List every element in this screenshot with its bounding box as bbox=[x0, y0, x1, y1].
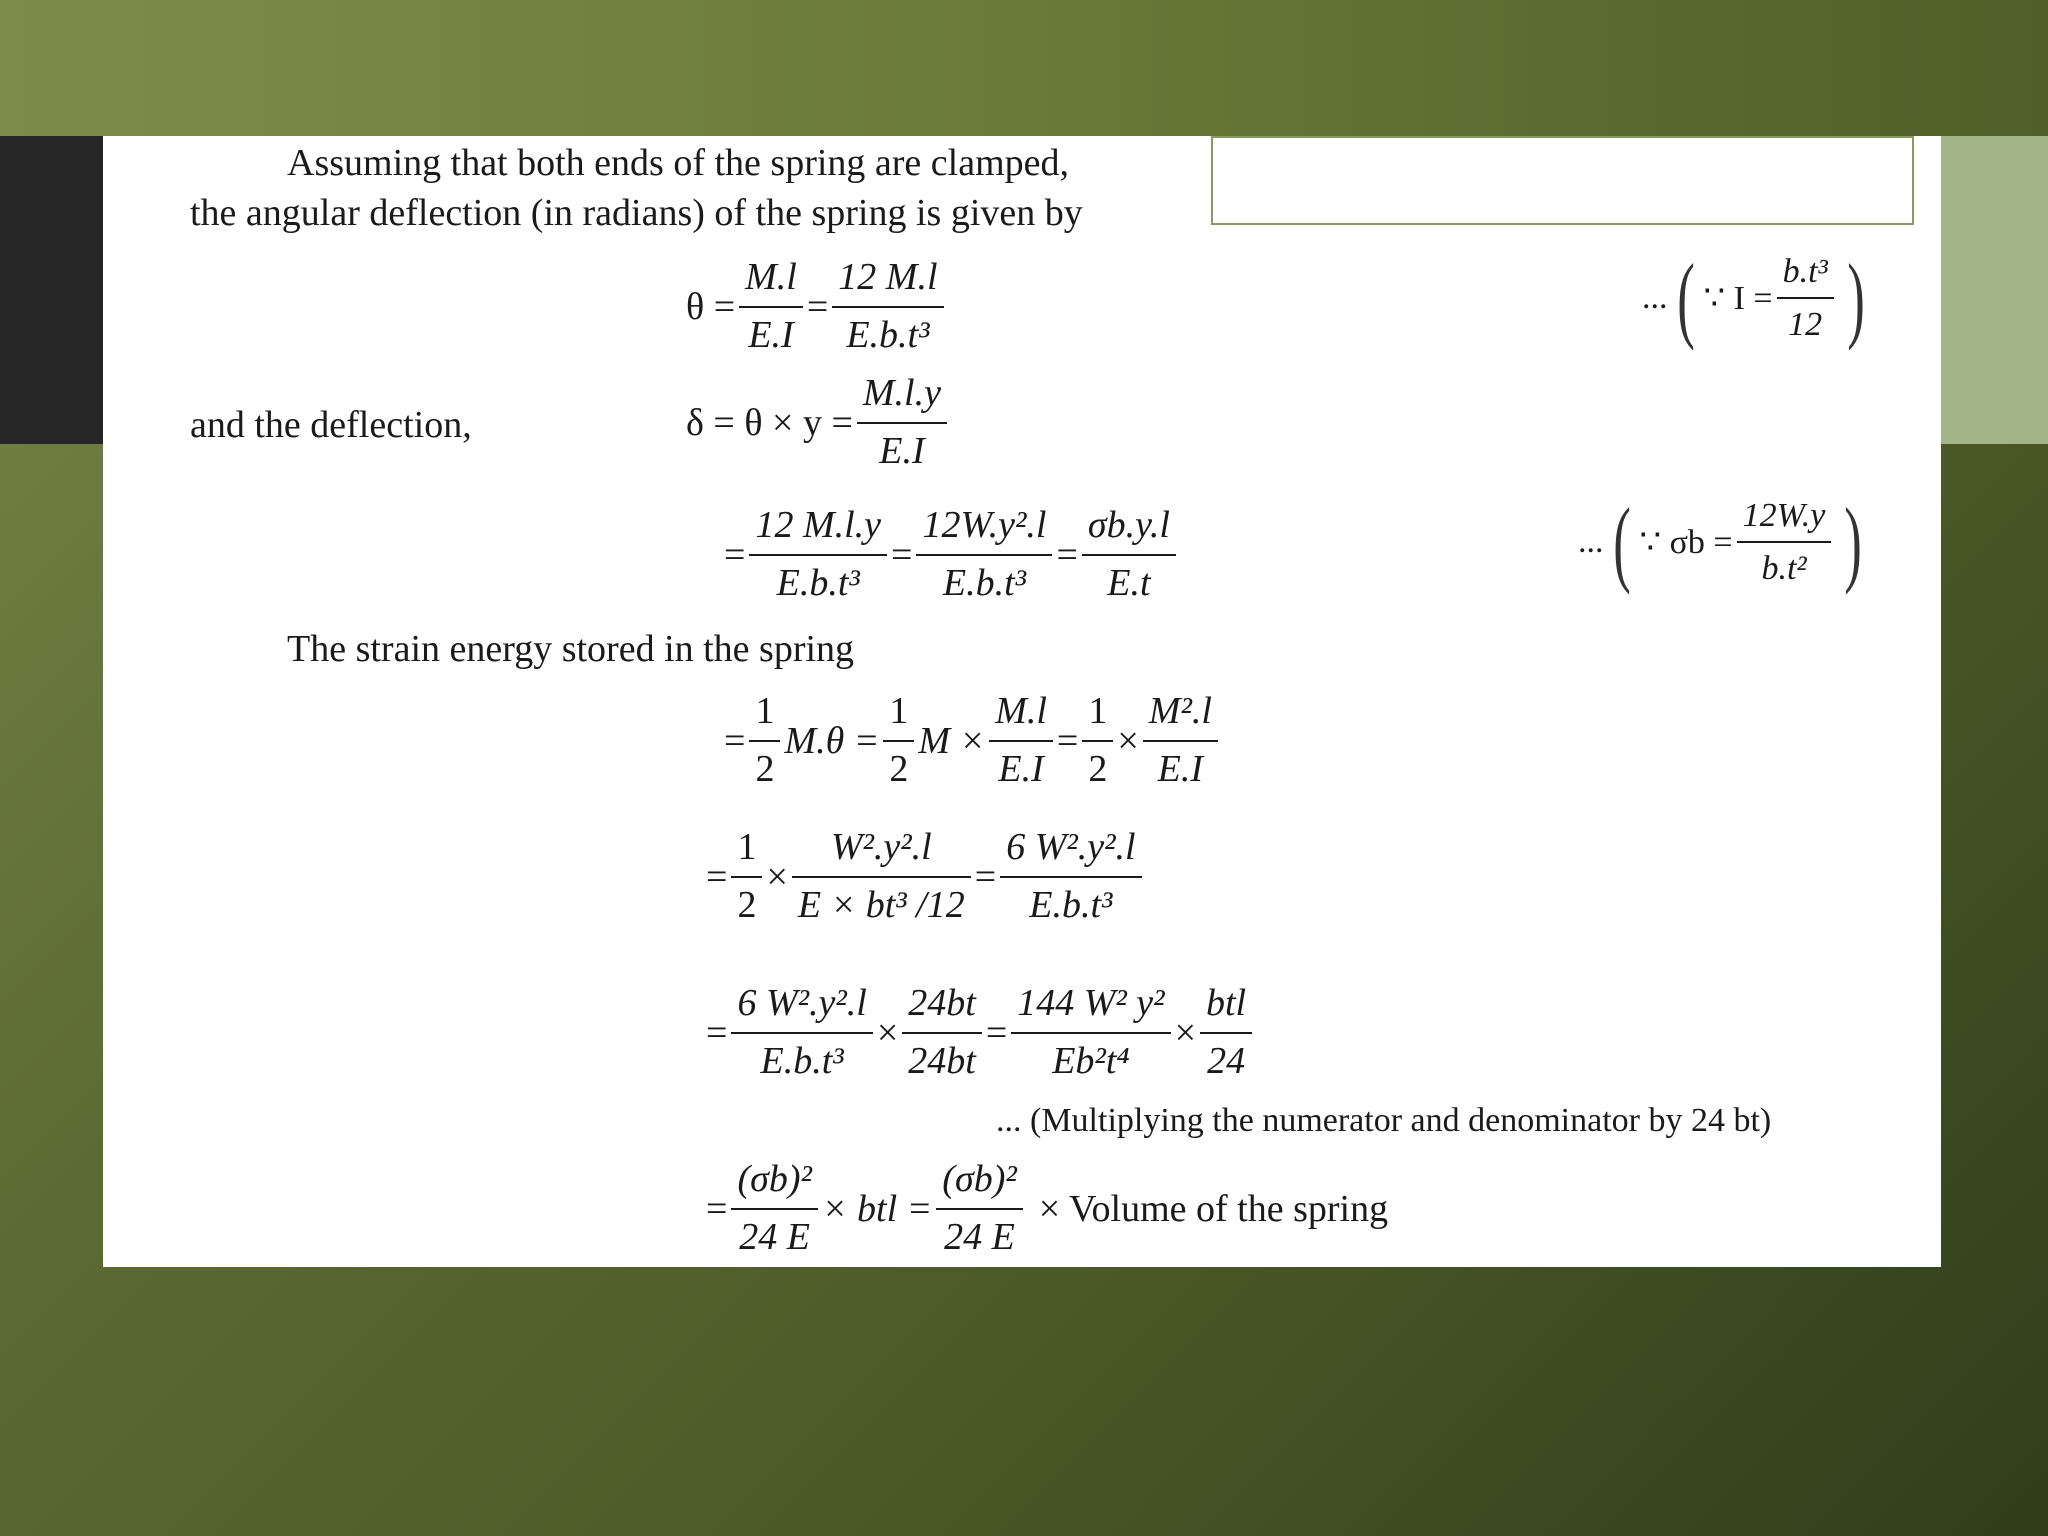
strain-heading: The strain energy stored in the spring bbox=[287, 628, 855, 670]
denominator: E.I bbox=[998, 747, 1044, 790]
equals: = bbox=[1056, 719, 1079, 762]
numerator: W².y².l bbox=[792, 826, 971, 878]
fraction bbox=[1143, 690, 1218, 791]
intro-line-1: Assuming that both ends of the spring are clamped, bbox=[287, 142, 1070, 184]
term: × btl = bbox=[821, 1187, 933, 1230]
right-accent-block bbox=[1940, 136, 2048, 444]
numerator: (σb)² bbox=[731, 1158, 817, 1210]
fraction bbox=[731, 982, 872, 1083]
numerator: (σb)² bbox=[936, 1158, 1022, 1210]
because-text: ∵ σb = bbox=[1639, 524, 1733, 561]
denominator: E.b.t³ bbox=[760, 1039, 844, 1082]
times: × bbox=[876, 1011, 899, 1054]
denominator: E.b.t³ bbox=[1029, 883, 1113, 926]
denominator: E × bt³ /12 bbox=[797, 883, 965, 926]
fraction bbox=[1082, 504, 1176, 605]
numerator: M².l bbox=[1143, 690, 1218, 742]
left-accent-block bbox=[0, 136, 103, 444]
equals: = bbox=[1056, 533, 1078, 576]
denominator: 24bt bbox=[908, 1039, 976, 1082]
denominator: E.b.t³ bbox=[846, 313, 930, 356]
theta-lhs: θ = bbox=[686, 285, 736, 328]
fraction bbox=[832, 256, 943, 357]
fraction bbox=[936, 1158, 1022, 1259]
fraction bbox=[1200, 982, 1252, 1083]
equals: = bbox=[806, 285, 829, 328]
right-paren: ) bbox=[1846, 244, 1865, 351]
sigma-note bbox=[1578, 488, 1871, 595]
denominator: b.t² bbox=[1761, 550, 1807, 587]
denominator: 24 bbox=[1207, 1039, 1246, 1082]
times: × bbox=[1174, 1011, 1196, 1054]
equals: = bbox=[706, 1187, 728, 1230]
numerator: σb.y.l bbox=[1082, 504, 1176, 556]
denominator: 2 bbox=[737, 883, 757, 926]
denominator: E.I bbox=[1157, 747, 1204, 790]
ellipsis: ... bbox=[1578, 523, 1604, 560]
fraction bbox=[989, 690, 1053, 791]
numerator: btl bbox=[1200, 982, 1252, 1034]
fraction bbox=[857, 372, 947, 473]
fraction bbox=[916, 504, 1052, 605]
deflection-equation bbox=[686, 372, 951, 473]
deflection-lhs: δ = θ × y = bbox=[686, 401, 853, 444]
equals: = bbox=[724, 719, 746, 762]
denominator: E.b.t³ bbox=[942, 561, 1027, 604]
fraction bbox=[739, 256, 803, 357]
equals: = bbox=[706, 1011, 728, 1054]
times: × bbox=[766, 855, 788, 898]
left-paren: ( bbox=[1676, 244, 1695, 351]
numerator: 6 W².y².l bbox=[1000, 826, 1141, 878]
denominator: 2 bbox=[755, 747, 775, 790]
denominator: Eb²t⁴ bbox=[1052, 1039, 1130, 1082]
numerator: 12 M.l bbox=[832, 256, 943, 308]
times: × bbox=[1117, 719, 1139, 762]
header-box bbox=[1211, 136, 1914, 225]
theta-note bbox=[1642, 244, 1874, 351]
equals: = bbox=[891, 533, 913, 576]
top-band bbox=[0, 0, 2048, 136]
ellipsis: ... bbox=[1642, 279, 1668, 316]
numerator: 1 bbox=[1082, 690, 1113, 742]
right-paren: ) bbox=[1844, 488, 1863, 595]
equals: = bbox=[724, 533, 746, 576]
left-paren: ( bbox=[1612, 488, 1631, 595]
denominator: 24 E bbox=[944, 1215, 1015, 1258]
deflection-label: and the deflection, bbox=[190, 404, 472, 446]
intro-line-2: the angular deflection (in radians) of the spring is given by bbox=[190, 192, 1083, 234]
denominator: 12 bbox=[1788, 306, 1823, 343]
denominator: E.b.t³ bbox=[776, 561, 860, 604]
term: M × bbox=[918, 719, 986, 762]
fraction bbox=[1737, 496, 1832, 588]
numerator: 1 bbox=[883, 690, 914, 742]
because-text: ∵ I = bbox=[1703, 280, 1773, 317]
fraction bbox=[1000, 826, 1141, 927]
energy-equation-2 bbox=[706, 826, 1146, 927]
numerator: M.l.y bbox=[857, 372, 947, 424]
volume-text: × Volume of the spring bbox=[1038, 1187, 1389, 1230]
denominator: 24 E bbox=[739, 1215, 811, 1258]
theta-equation bbox=[686, 256, 948, 357]
energy-equation-3 bbox=[706, 982, 1256, 1083]
numerator: 12 M.l.y bbox=[749, 504, 887, 556]
energy-equation-1 bbox=[724, 690, 1222, 791]
numerator: 24bt bbox=[902, 982, 982, 1034]
denominator: 2 bbox=[889, 747, 909, 790]
numerator: 12W.y bbox=[1737, 496, 1832, 543]
denominator: E.t bbox=[1107, 561, 1151, 604]
equals: = bbox=[974, 855, 997, 898]
numerator: 1 bbox=[731, 826, 762, 878]
energy-equation-4 bbox=[706, 1158, 1388, 1259]
deflection-equation-2 bbox=[724, 504, 1180, 605]
fraction bbox=[1011, 982, 1170, 1083]
fraction bbox=[731, 826, 762, 927]
numerator: M.l bbox=[739, 256, 803, 308]
numerator: 144 W² y² bbox=[1011, 982, 1170, 1034]
fraction bbox=[1082, 690, 1113, 791]
equals: = bbox=[706, 855, 728, 898]
numerator: 1 bbox=[749, 690, 780, 742]
denominator: E.I bbox=[879, 429, 925, 472]
fraction bbox=[749, 690, 780, 791]
denominator: E.I bbox=[748, 313, 794, 356]
numerator: 6 W².y².l bbox=[731, 982, 872, 1034]
fraction bbox=[792, 826, 971, 927]
equals: = bbox=[985, 1011, 1008, 1054]
fraction bbox=[1777, 252, 1834, 344]
numerator: b.t³ bbox=[1777, 252, 1834, 299]
fraction bbox=[731, 1158, 817, 1259]
fraction bbox=[749, 504, 887, 605]
term: M.θ = bbox=[784, 719, 880, 762]
multiply-note: ... (Multiplying the numerator and denominator by 24 bt) bbox=[996, 1102, 1772, 1139]
denominator: 2 bbox=[1088, 747, 1108, 790]
fraction bbox=[883, 690, 914, 791]
numerator: 12W.y².l bbox=[916, 504, 1052, 556]
fraction bbox=[902, 982, 982, 1083]
numerator: M.l bbox=[989, 690, 1053, 742]
